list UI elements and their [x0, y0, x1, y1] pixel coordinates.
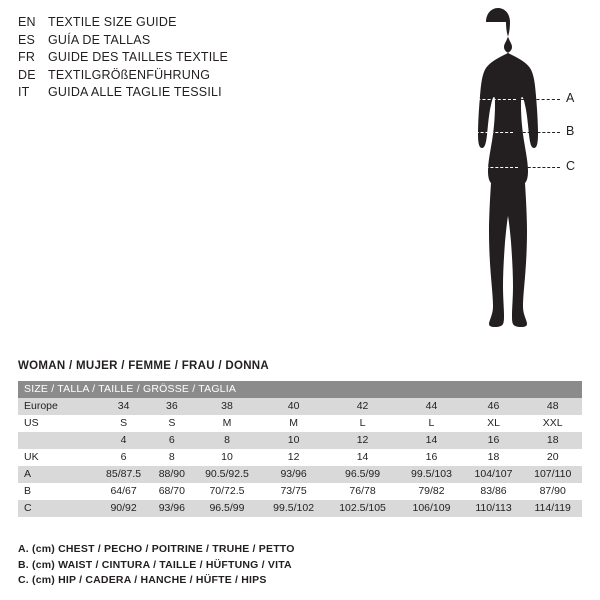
silhouette-icon [420, 8, 580, 378]
cell: 40 [261, 398, 325, 415]
female-silhouette-figure [420, 8, 580, 378]
legend-line-a: A. (cm) CHEST / PECHO / POITRINE / TRUHE / PETTO [18, 543, 295, 555]
cell: 68/70 [151, 483, 192, 500]
guide-line-c-inner [456, 167, 518, 168]
cell: 110/113 [464, 500, 524, 517]
cell: 106/109 [399, 500, 463, 517]
title-text-es: GUÍA DE TALLAS [48, 32, 151, 47]
row-label-c: C [18, 500, 96, 517]
cell: 96.5/99 [193, 500, 262, 517]
cell: 10 [193, 449, 262, 466]
cell: 114/119 [523, 500, 582, 517]
cell: 102.5/105 [326, 500, 400, 517]
guide-line-b-inner [461, 132, 513, 133]
cell: 46 [464, 398, 524, 415]
title-row-it [18, 84, 348, 102]
cell: 70/72.5 [193, 483, 262, 500]
title-row-de [18, 67, 348, 85]
cell: 16 [399, 449, 463, 466]
table-row [18, 449, 582, 466]
cell: 14 [399, 432, 463, 449]
cell: 6 [151, 432, 192, 449]
language-code-it: IT [18, 85, 30, 99]
cell: M [261, 415, 325, 432]
row-label-uk: UK [18, 449, 96, 466]
table-head-label: SIZE / TALLA / TAILLE / GRÖSSE / TAGLIA [18, 381, 582, 398]
cell: 76/78 [326, 483, 400, 500]
row-label-europe: Europe [18, 398, 96, 415]
cell: 16 [464, 432, 524, 449]
title-text-it: GUIDA ALLE TAGLIE TESSILI [48, 85, 222, 99]
cell: 6 [96, 449, 151, 466]
language-code-es: ES [18, 32, 36, 47]
cell: XL [464, 415, 524, 432]
cell: 88/90 [151, 466, 192, 483]
cell: 10 [261, 432, 325, 449]
cell: 38 [193, 398, 262, 415]
cell: 83/86 [464, 483, 524, 500]
cell: 18 [464, 449, 524, 466]
cell: 73/75 [261, 483, 325, 500]
cell: 99.5/103 [399, 466, 463, 483]
cell: 99.5/102 [261, 500, 325, 517]
table-row [18, 398, 582, 415]
cell: 79/82 [399, 483, 463, 500]
cell: 90.5/92.5 [193, 466, 262, 483]
cell: 12 [261, 449, 325, 466]
title-row-es [18, 32, 348, 50]
cell: L [399, 415, 463, 432]
size-table [18, 381, 582, 517]
table-row [18, 432, 582, 449]
cell: 34 [96, 398, 151, 415]
language-code-fr: FR [18, 50, 36, 64]
cell: 85/87.5 [96, 466, 151, 483]
table-row [18, 500, 582, 517]
language-code-en: EN [18, 15, 36, 29]
cell: 107/110 [523, 466, 582, 483]
row-label-a: A [18, 466, 96, 483]
guide-line-a-inner [452, 99, 516, 100]
cell: 12 [326, 432, 400, 449]
cell: 20 [523, 449, 582, 466]
measurement-legend [18, 542, 295, 589]
guide-line-b-outer [513, 132, 560, 133]
row-label-us: US [18, 415, 96, 432]
cell: 93/96 [151, 500, 192, 517]
cell: S [96, 415, 151, 432]
cell: 8 [193, 432, 262, 449]
cell: L [326, 415, 400, 432]
legend-line-c: C. (cm) HIP / CADERA / HANCHE / HÜFTE / HIPS [18, 574, 267, 586]
cell: S [151, 415, 192, 432]
guide-line-c-outer [518, 167, 560, 168]
title-text-en: TEXTILE SIZE GUIDE [48, 15, 177, 29]
language-title-block [18, 14, 348, 102]
cell: M [193, 415, 262, 432]
table-head-row [18, 381, 582, 398]
table-row [18, 483, 582, 500]
cell: 87/90 [523, 483, 582, 500]
title-text-fr: GUIDE DES TAILLES TEXTILE [48, 50, 229, 64]
table-row [18, 466, 582, 483]
row-label-us-numeric [18, 432, 96, 449]
cell: 64/67 [96, 483, 151, 500]
cell: 44 [399, 398, 463, 415]
cell: 96.5/99 [326, 466, 400, 483]
section-title-woman: WOMAN / MUJER / FEMME / FRAU / DONNA [18, 360, 270, 372]
row-label-b: B [18, 483, 96, 500]
cell: 4 [96, 432, 151, 449]
cell: 42 [326, 398, 400, 415]
title-row-en [18, 14, 348, 32]
guide-label-a: A [566, 91, 575, 105]
cell: XXL [523, 415, 582, 432]
cell: 48 [523, 398, 582, 415]
legend-line-b: B. (cm) WAIST / CINTURA / TAILLE / HÜFTUNG / VITA [18, 558, 292, 571]
guide-line-a-outer [516, 99, 560, 100]
guide-label-b: B [566, 124, 575, 138]
cell: 90/92 [96, 500, 151, 517]
language-code-de: DE [18, 67, 36, 82]
guide-label-c: C [566, 159, 576, 173]
cell: 104/107 [464, 466, 524, 483]
title-text-de: TEXTILGRÖßENFÜHRUNG [48, 67, 211, 82]
title-row-fr [18, 49, 348, 67]
cell: 14 [326, 449, 400, 466]
cell: 36 [151, 398, 192, 415]
cell: 8 [151, 449, 192, 466]
cell: 93/96 [261, 466, 325, 483]
table-row [18, 415, 582, 432]
cell: 18 [523, 432, 582, 449]
